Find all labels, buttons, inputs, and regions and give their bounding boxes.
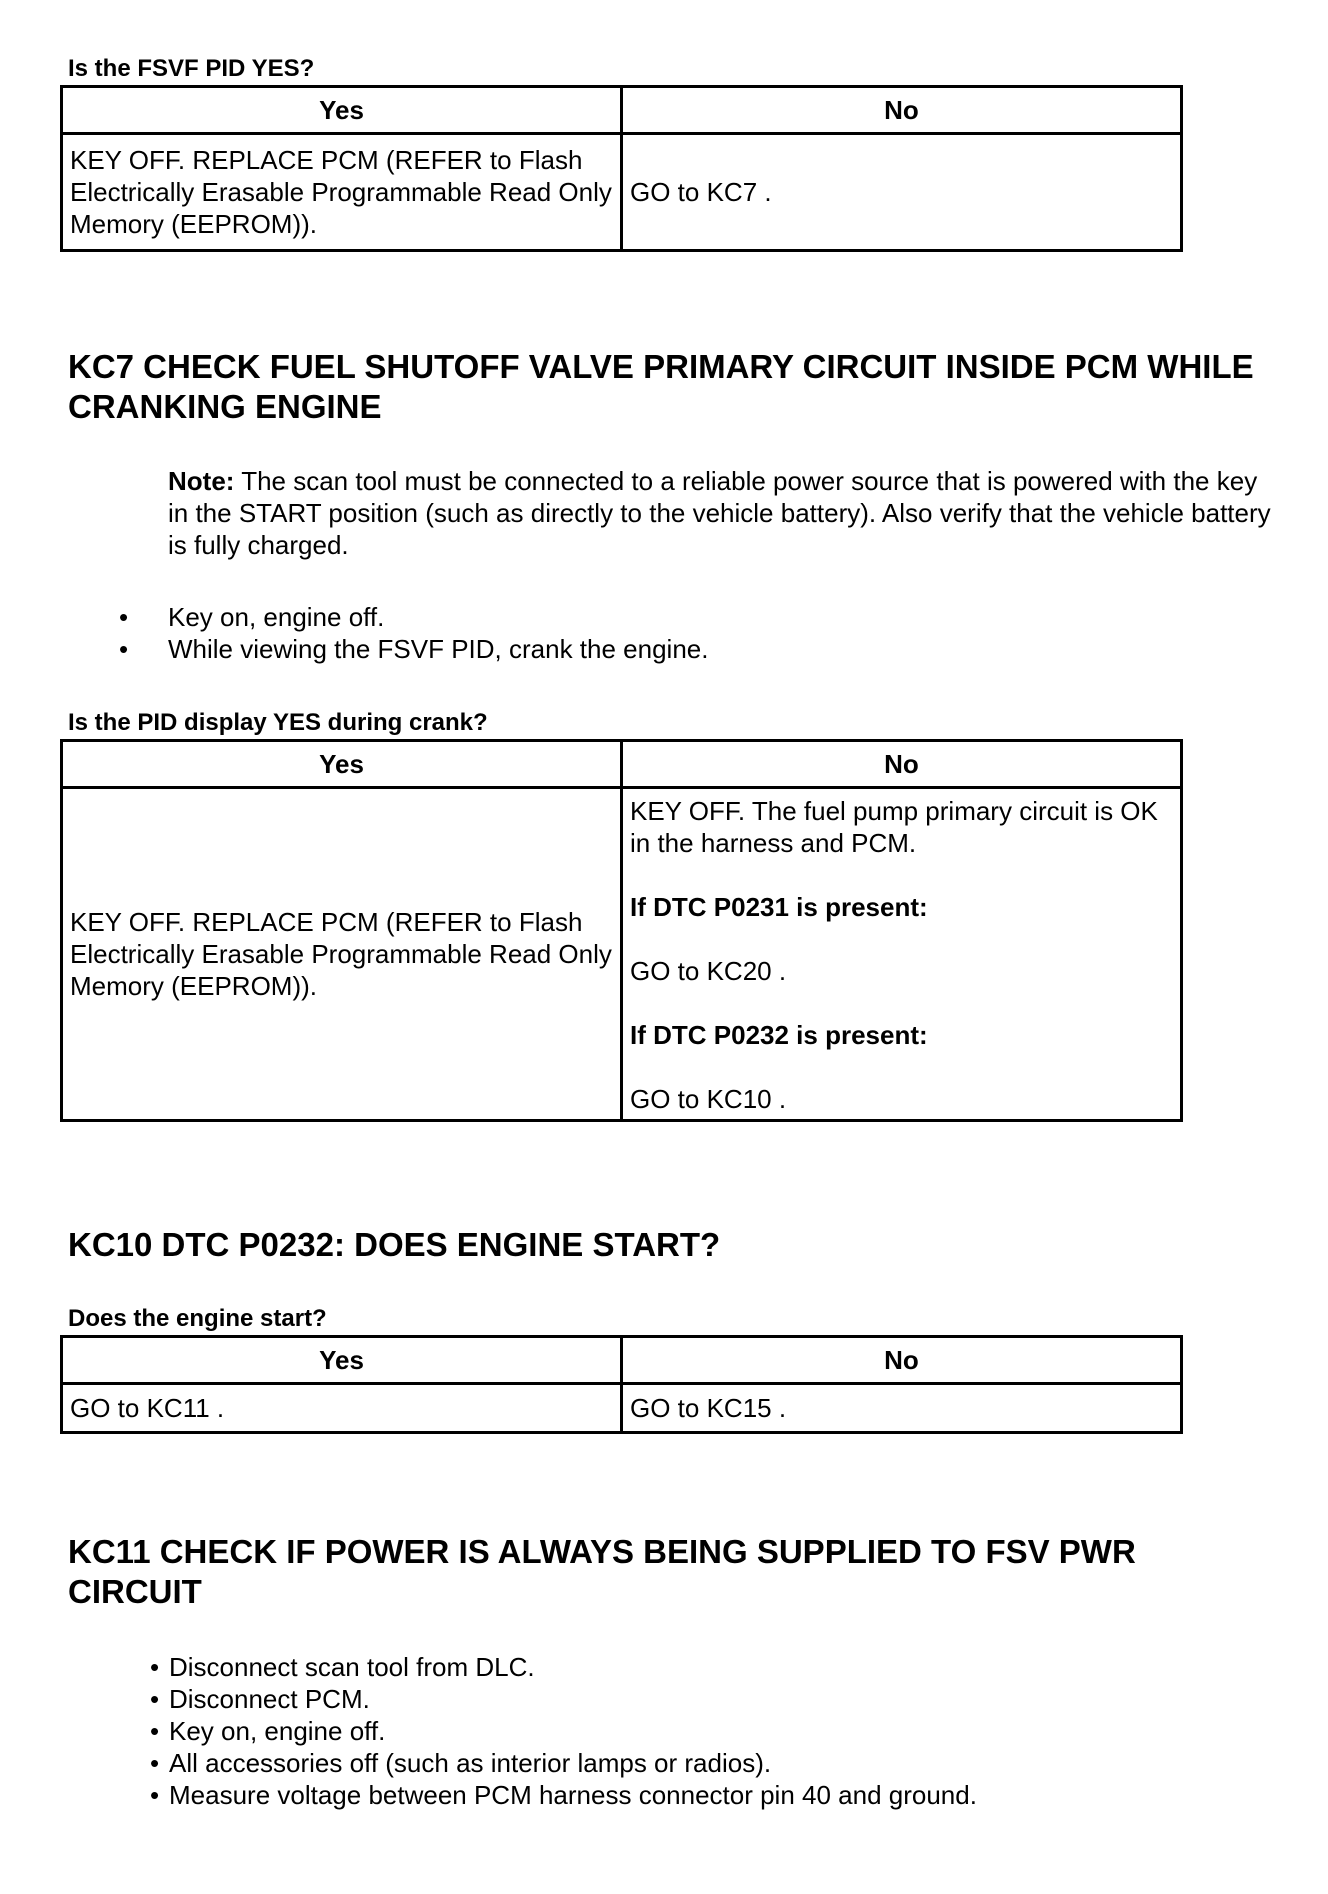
list-item: • Measure voltage between PCM harness connector pin 40 and ground. xyxy=(150,1779,977,1811)
table-row xyxy=(62,134,1182,251)
no-action-cell xyxy=(622,788,1182,1121)
table-row xyxy=(62,1384,1182,1433)
no-column-header: No xyxy=(622,87,1182,134)
table-header-row xyxy=(62,741,1182,788)
table-header-row xyxy=(62,1337,1182,1384)
yes-column-header: Yes xyxy=(62,741,622,788)
dtc-p0231-condition: If DTC P0231 is present: xyxy=(630,892,928,922)
kc11-steps xyxy=(150,1651,977,1811)
note-label: Note: xyxy=(168,466,235,496)
kc10-heading: KC10 DTC P0232: DOES ENGINE START? xyxy=(68,1226,721,1263)
fsvf-question: Is the FSVF PID YES? xyxy=(68,55,315,82)
go-to-kc20-text: GO to KC20 . xyxy=(630,956,787,986)
list-item: • Key on, engine off. xyxy=(119,601,708,633)
kc10-decision-table xyxy=(60,1335,1183,1434)
no-intro-text: KEY OFF. The fuel pump primary circuit is OK in the harness and PCM. xyxy=(630,796,1158,858)
table-header-row xyxy=(62,87,1182,134)
table-row xyxy=(62,788,1182,1121)
list-item: • While viewing the FSVF PID, crank the engine. xyxy=(119,633,708,665)
no-action-cell: GO to KC7 . xyxy=(622,134,1182,251)
kc10-question: Does the engine start? xyxy=(68,1305,327,1332)
fsvf-decision-table xyxy=(60,85,1183,252)
kc7-question: Is the PID display YES during crank? xyxy=(68,709,488,736)
kc7-heading: KC7 CHECK FUEL SHUTOFF VALVE PRIMARY CIRCUIT INSIDE PCM WHILE CRANKING ENGINE xyxy=(68,348,1254,425)
kc11-heading: KC11 CHECK IF POWER IS ALWAYS BEING SUPPLIED TO FSV PWR CIRCUIT xyxy=(68,1533,1136,1610)
list-item: • All accessories off (such as interior lamps or radios). xyxy=(150,1747,977,1779)
kc7-steps xyxy=(119,601,708,665)
go-to-kc10-text: GO to KC10 . xyxy=(630,1084,787,1114)
dtc-p0232-condition: If DTC P0232 is present: xyxy=(630,1020,928,1050)
kc7-decision-table xyxy=(60,739,1183,1122)
list-item: • Key on, engine off. xyxy=(150,1715,977,1747)
list-item: • Disconnect scan tool from DLC. xyxy=(150,1651,977,1683)
list-item: • Disconnect PCM. xyxy=(150,1683,977,1715)
yes-action-cell: KEY OFF. REPLACE PCM (REFER to Flash Electrically Erasable Programmable Read Only Memory (EEPROM)). xyxy=(62,788,622,1121)
yes-action-cell: GO to KC11 . xyxy=(62,1384,622,1433)
kc7-note xyxy=(168,465,1278,561)
no-action-cell: GO to KC15 . xyxy=(622,1384,1182,1433)
yes-column-header: Yes xyxy=(62,87,622,134)
yes-action-cell: KEY OFF. REPLACE PCM (REFER to Flash Electrically Erasable Programmable Read Only Memory (EEPROM)). xyxy=(62,134,622,251)
note-text: The scan tool must be connected to a reliable power source that is powered with the key in the START position (such as directly to the vehicle battery). Also verify that the vehicle battery is fully charged. xyxy=(168,466,1271,560)
no-column-header: No xyxy=(622,1337,1182,1384)
no-column-header: No xyxy=(622,741,1182,788)
yes-column-header: Yes xyxy=(62,1337,622,1384)
